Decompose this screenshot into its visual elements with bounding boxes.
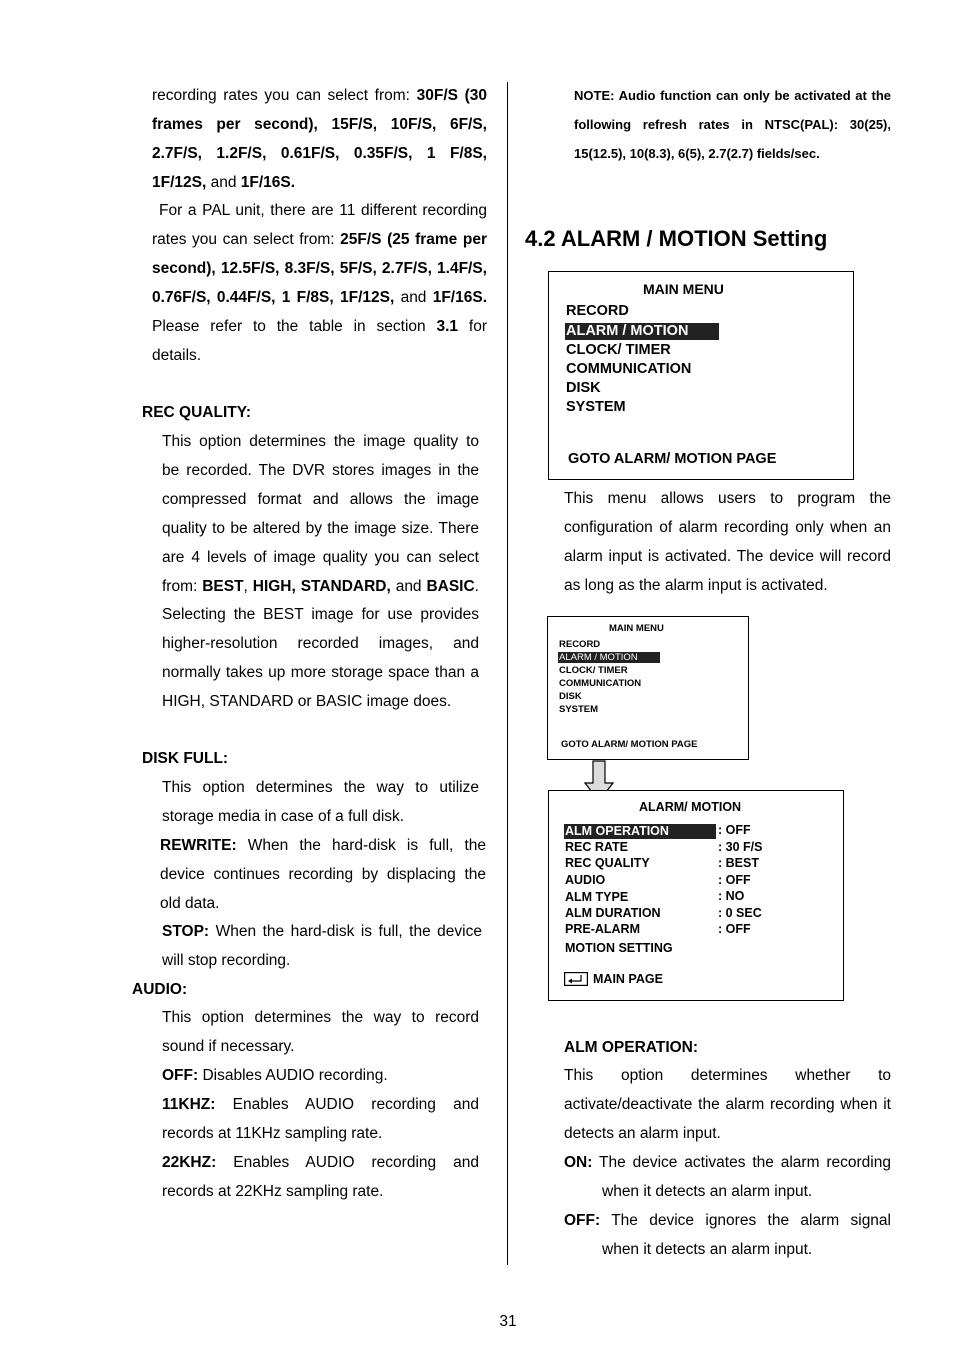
- paragraph-pal-rates: For a PAL unit, there are 11 different recording rates you can select from: 25F/S (25 frame per second), 12.5F/S, 8.3F/S, 5F/S, 2.7F/S, 1.4F/S, 0.76F/S, 0.44F/S, 1 F/8S, 1F/12S, and 1F/16S. Please refer to the table in section 3.1 for details.: [152, 202, 487, 364]
- rec-rate-value[interactable]: : 30 F/S: [718, 840, 763, 854]
- column-divider: [507, 82, 508, 1265]
- menu-item-alarm-motion[interactable]: ALARM / MOTION: [565, 323, 719, 340]
- heading-audio: AUDIO:: [132, 981, 188, 998]
- heading-disk-full: DISK FULL:: [142, 750, 229, 767]
- menu-item-disk-small[interactable]: DISK: [559, 691, 582, 702]
- audio-value[interactable]: : OFF: [718, 873, 751, 887]
- main-page-link[interactable]: MAIN PAGE: [593, 972, 663, 986]
- menu-item-clock-timer[interactable]: CLOCK/ TIMER: [566, 342, 671, 358]
- paragraph-alm-off: OFF: The device ignores the alarm signal when it detects an alarm input.: [564, 1212, 891, 1258]
- menu-item-record-small[interactable]: RECORD: [559, 639, 601, 650]
- pre-alarm-value[interactable]: : OFF: [718, 922, 751, 936]
- note-audio-refresh: NOTE: Audio function can only be activated at the following refresh rates in NTSC(PAL): 30(25), 15(12.5), 10(8.3), 6(5), 2.7(2.7) fields/sec.: [574, 88, 891, 161]
- paragraph-alm-on: ON: The device activates the alarm recording when it detects an alarm input.: [564, 1154, 891, 1200]
- menu-item-system-small[interactable]: SYSTEM: [559, 704, 599, 715]
- paragraph-audio: This option determines the way to record sound if necessary.: [162, 1009, 479, 1055]
- alm-type-value[interactable]: : NO: [718, 889, 745, 903]
- main-menu-screen-small: [547, 616, 749, 760]
- paragraph-rec-quality: This option determines the image quality to be recorded. The DVR stores images in the compressed format and allows the image quality to be altered by the image size. There are 4 levels of image quality you can select from: BEST, HIGH, STANDARD, and BASIC. Selecting the BEST image for use provides higher-resolution recorded images, and normally takes up more storage space than a HIGH, STANDARD or BASIC image does.: [162, 433, 479, 711]
- paragraph-alm-operation: This option determines whether to activate/deactivate the alarm recording when it detects an alarm input.: [564, 1067, 891, 1142]
- audio-label[interactable]: AUDIO: [565, 873, 606, 887]
- pre-alarm-label[interactable]: PRE-ALARM: [565, 922, 640, 936]
- heading-alm-operation: ALM OPERATION:: [564, 1039, 699, 1056]
- paragraph-stop: STOP: When the hard-disk is full, the device will stop recording.: [162, 923, 482, 969]
- section-title: 4.2 ALARM / MOTION Setting: [525, 226, 828, 251]
- rec-rate-label[interactable]: REC RATE: [565, 840, 628, 854]
- menu-item-communication[interactable]: COMMUNICATION: [566, 361, 692, 377]
- rec-quality-label[interactable]: REC QUALITY: [565, 856, 650, 870]
- menu-item-system[interactable]: SYSTEM: [566, 399, 626, 415]
- paragraph-audio-22khz: 22KHZ: Enables AUDIO recording and records at 22KHz sampling rate.: [162, 1154, 479, 1200]
- alarm-motion-screen: [548, 790, 844, 1001]
- alm-duration-value[interactable]: : 0 SEC: [718, 906, 762, 920]
- paragraph-disk-full: This option determines the way to utilize storage media in case of a full disk.: [162, 779, 479, 825]
- paragraph-audio-off: OFF: Disables AUDIO recording.: [162, 1067, 388, 1084]
- paragraph-ntsc-rates: recording rates you can select from: 30F/S (30 frames per second), 15F/S, 10F/S, 6F/S, 2.7F/S, 1.2F/S, 0.61F/S, 0.35F/S, 1 F/8S, 1F/12S, and 1F/16S.: [152, 87, 488, 191]
- alm-type-label[interactable]: ALM TYPE: [565, 890, 629, 904]
- heading-rec-quality: REC QUALITY:: [142, 404, 252, 421]
- rec-quality-value[interactable]: : BEST: [718, 856, 759, 870]
- menu-item-record[interactable]: RECORD: [566, 303, 629, 319]
- main-menu-screen: [548, 271, 854, 480]
- menu-item-disk[interactable]: DISK: [566, 380, 601, 396]
- paragraph-rewrite: REWRITE: When the hard-disk is full, the device continues recording by displacing the old data.: [160, 837, 486, 912]
- main-menu-title: MAIN MENU: [643, 281, 724, 297]
- alm-duration-label[interactable]: ALM DURATION: [565, 906, 661, 920]
- paragraph-audio-11khz: 11KHZ: Enables AUDIO recording and records at 11KHz sampling rate.: [162, 1096, 479, 1142]
- motion-setting-label[interactable]: MOTION SETTING: [565, 941, 673, 955]
- paragraph-alarm-intro: This menu allows users to program the configuration of alarm recording only when an alarm input is activated. The device will record as long as the alarm input is activated.: [564, 490, 891, 594]
- alm-operation-value[interactable]: : OFF: [718, 823, 751, 837]
- return-key-icon: [564, 972, 588, 986]
- alarm-motion-title: ALARM/ MOTION: [639, 800, 742, 814]
- menu-item-communication-small[interactable]: COMMUNICATION: [559, 678, 642, 689]
- main-menu-title-small: MAIN MENU: [609, 623, 664, 634]
- page-number: 31: [499, 1313, 517, 1330]
- menu-item-clock-timer-small[interactable]: CLOCK/ TIMER: [559, 665, 628, 676]
- goto-alarm-motion-page-small[interactable]: GOTO ALARM/ MOTION PAGE: [561, 739, 698, 750]
- alm-operation-label[interactable]: ALM OPERATION: [564, 824, 716, 839]
- menu-item-alarm-motion-small[interactable]: ALARM / MOTION: [558, 652, 660, 663]
- goto-alarm-motion-page[interactable]: GOTO ALARM/ MOTION PAGE: [568, 451, 777, 467]
